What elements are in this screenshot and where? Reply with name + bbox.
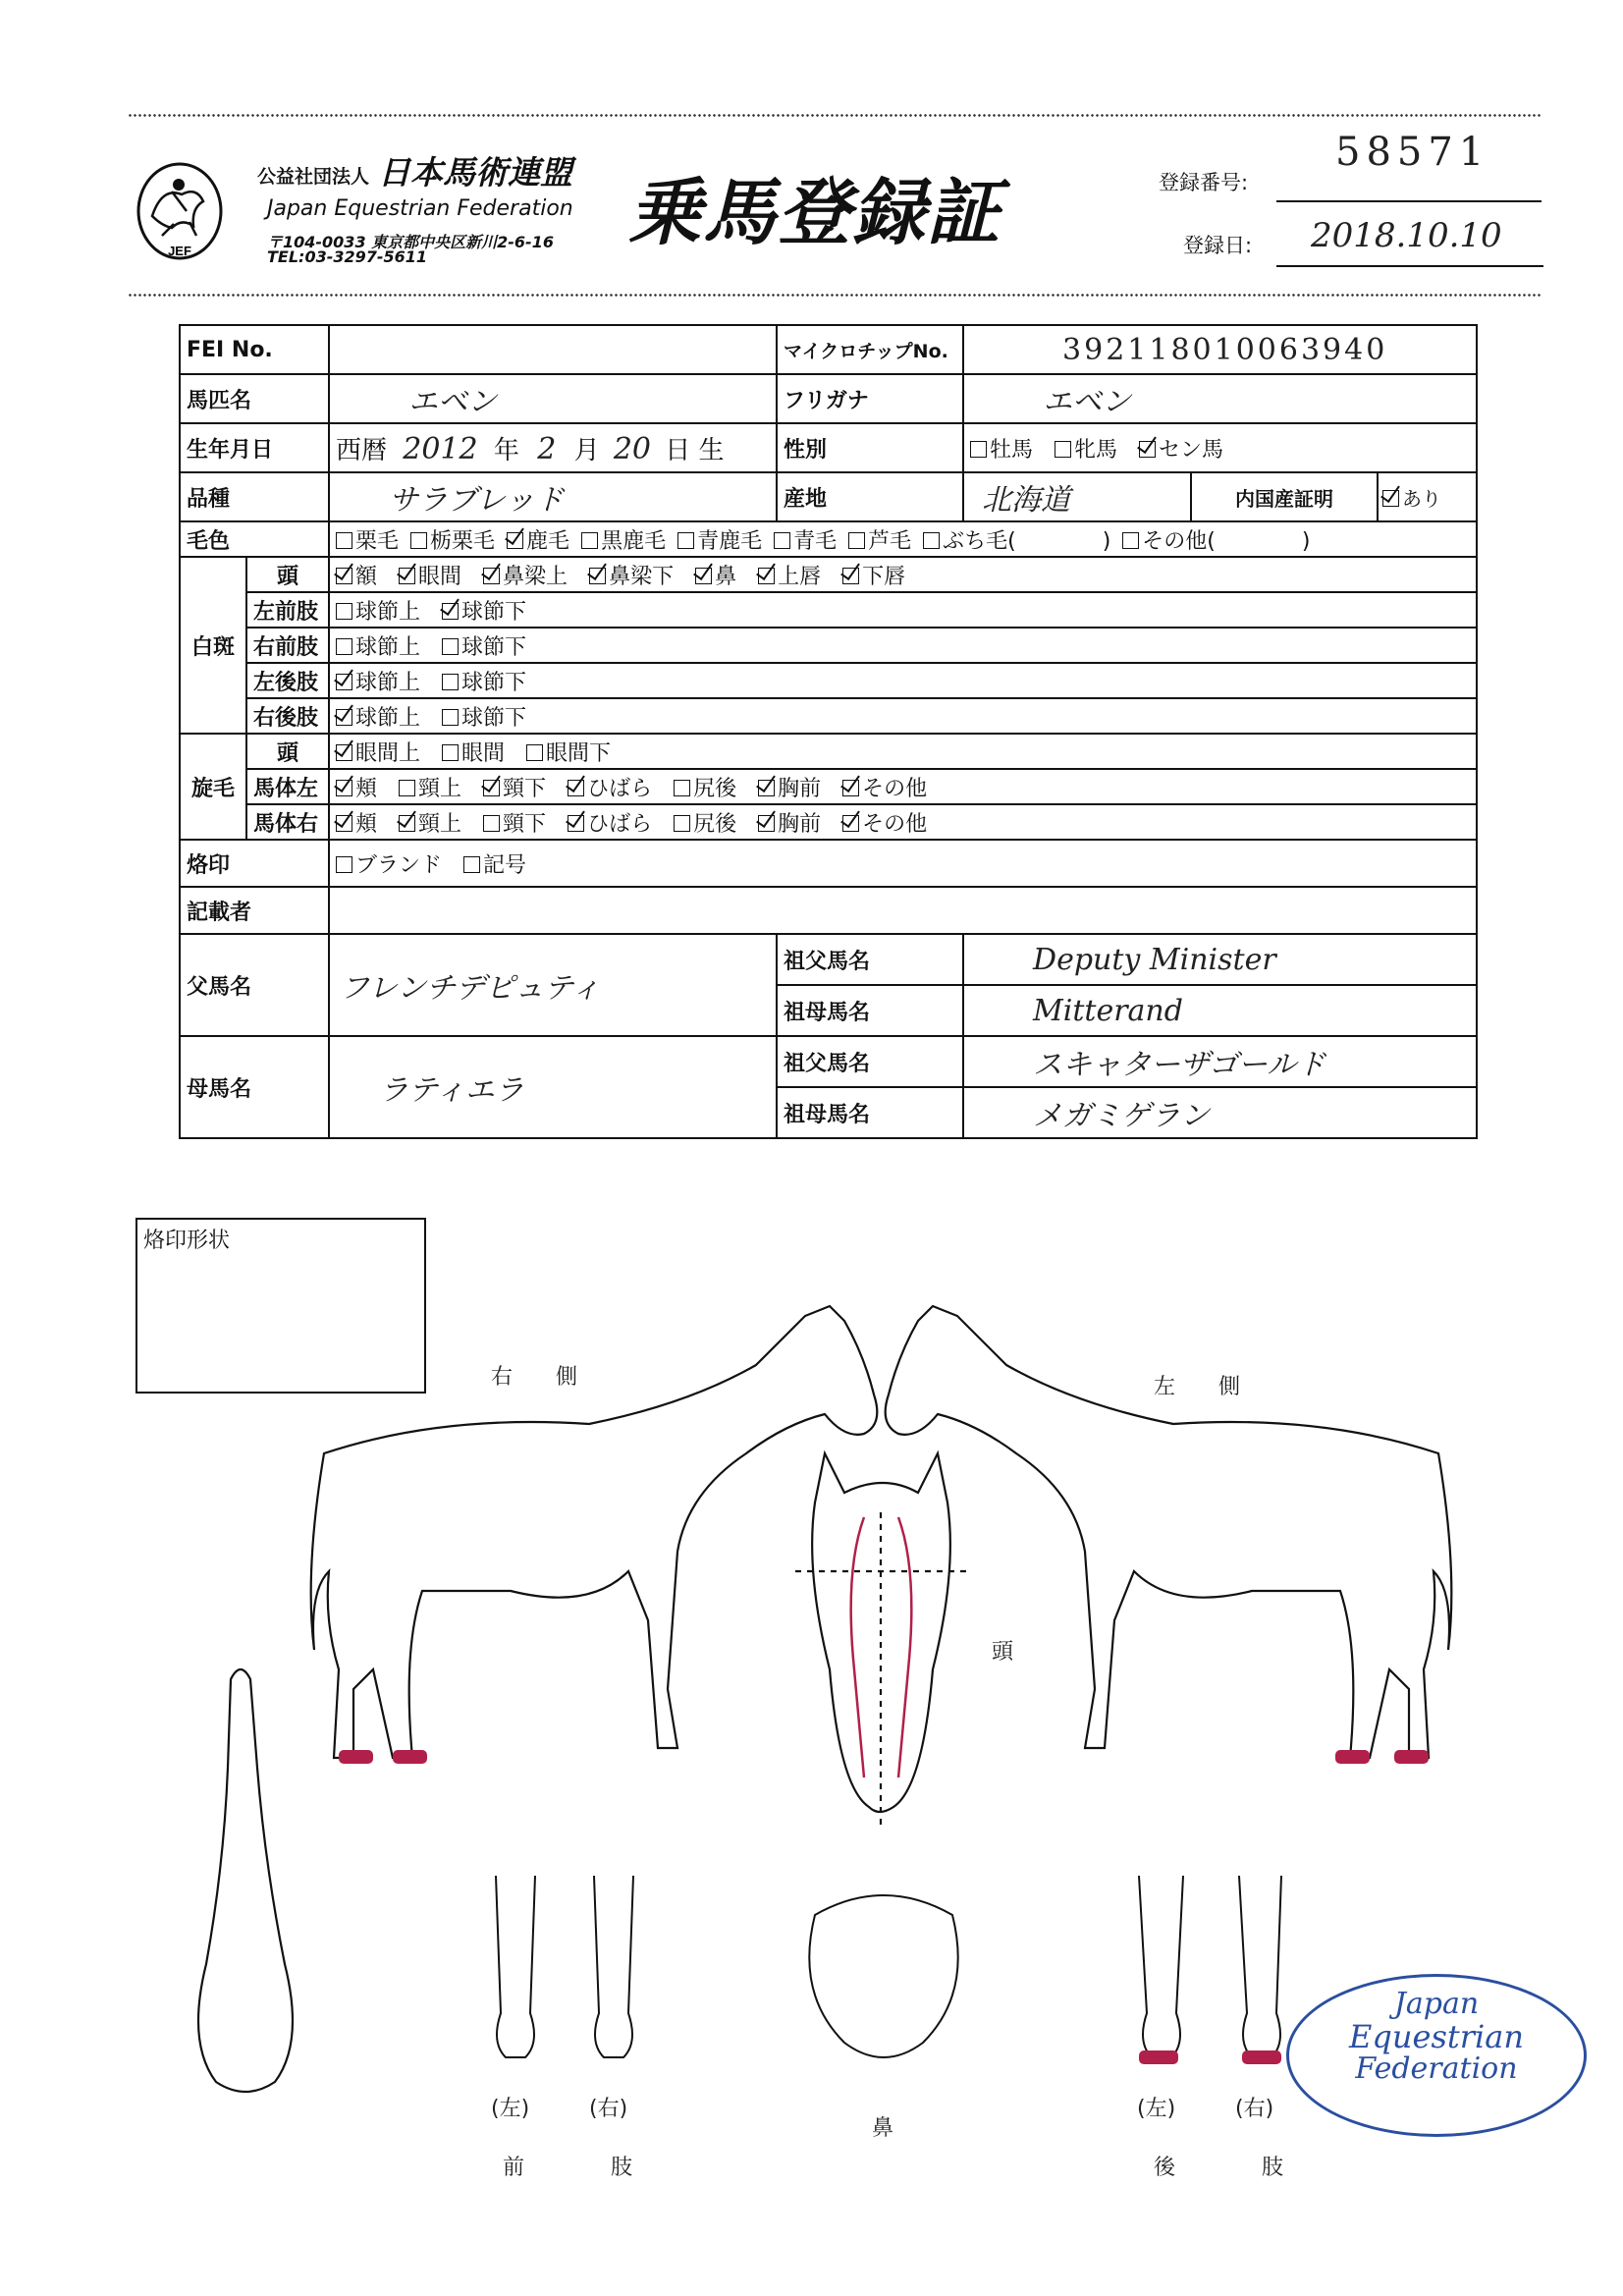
horse-name-label: 馬匹名 <box>180 374 329 423</box>
checkbox-option[interactable] <box>842 560 905 590</box>
checkbox[interactable] <box>442 744 459 761</box>
org-address: 〒104-0033 東京都中央区新川2-6-16 <box>267 233 554 251</box>
checkbox-label: 栗毛 <box>355 528 400 554</box>
checkbox-label: 記号 <box>483 852 527 878</box>
hind-legs-drawing <box>1139 1876 1281 2057</box>
checkbox-label: 額 <box>355 564 378 589</box>
birth-year: 2012 <box>403 431 478 466</box>
checkbox[interactable] <box>842 568 859 584</box>
org-name-en: Japan Equestrian Federation <box>267 196 573 221</box>
checkbox-label: 栃栗毛 <box>430 528 496 554</box>
whorl-body-left-options <box>329 769 1477 804</box>
white-left-hind-options <box>329 663 1477 698</box>
right-side-caption: 右 側 <box>491 1365 578 1390</box>
checkbox[interactable] <box>970 441 987 458</box>
fei-value <box>329 325 777 374</box>
checkbox[interactable] <box>695 568 712 584</box>
checkbox[interactable] <box>526 744 543 761</box>
sire-granddam-label: 祖母馬名 <box>777 985 963 1036</box>
white-head-options <box>329 557 1477 592</box>
checkbox-label: 尻後 <box>693 811 737 837</box>
hoof-markings <box>339 1750 1429 2064</box>
brand-options <box>329 840 1477 887</box>
svg-text:JEF: JEF <box>168 244 191 258</box>
checkbox-label: 眼間下 <box>546 740 612 766</box>
checkbox[interactable] <box>674 780 690 796</box>
checkbox-label: ひばら <box>587 776 653 801</box>
org-name: 日本馬術連盟 <box>378 153 572 191</box>
checkbox-label: 眼間 <box>461 740 506 766</box>
checkbox-label: 上唇 <box>778 564 822 589</box>
checkbox-option[interactable] <box>336 666 420 696</box>
checkbox[interactable] <box>774 532 790 549</box>
birth-day-unit: 日 生 <box>665 435 725 465</box>
checkbox[interactable] <box>674 815 690 832</box>
checkbox-label: 頸下 <box>503 811 547 837</box>
checkbox-label: 青鹿毛 <box>697 528 763 554</box>
checkbox-option[interactable] <box>442 595 526 626</box>
breed-value: サラブレッド <box>329 472 777 521</box>
checkbox-option[interactable] <box>842 772 927 802</box>
registration-form <box>179 324 1478 1139</box>
front-left-caption: (左) <box>491 2097 530 2121</box>
checkbox-label: 下唇 <box>862 564 906 589</box>
checkbox-label: 鼻梁下 <box>609 564 675 589</box>
checkbox-option[interactable] <box>336 772 377 802</box>
origin-value: 北海道 <box>963 472 1191 521</box>
birth-era: 西暦 <box>336 435 388 465</box>
domestic-value <box>1378 472 1477 521</box>
checkbox[interactable] <box>336 603 352 620</box>
whorl-body-right-options <box>329 804 1477 840</box>
hind-right-caption: (右) <box>1235 2097 1274 2121</box>
checkbox-option[interactable] <box>1055 433 1117 464</box>
writer-label: 記載者 <box>180 887 329 934</box>
whorl-label: 旋毛 <box>180 734 246 840</box>
checkbox[interactable] <box>336 815 352 832</box>
checkbox[interactable] <box>336 532 352 549</box>
white-part-right-fore: 右前肢 <box>246 628 329 663</box>
checkbox-label: 胸前 <box>778 811 822 837</box>
checkbox-option[interactable] <box>483 807 546 838</box>
checkbox-option[interactable] <box>442 737 505 767</box>
stamp-line-1: Japan <box>1393 1987 1480 2021</box>
domestic-label: 内国産証明 <box>1191 472 1378 521</box>
checkbox[interactable] <box>568 780 584 796</box>
white-right-fore-options <box>329 628 1477 663</box>
white-part-left-fore: 左前肢 <box>246 592 329 628</box>
checkbox[interactable] <box>758 815 775 832</box>
white-left-fore-options <box>329 592 1477 628</box>
whorl-part-body-left: 馬体左 <box>246 769 329 804</box>
sire-granddam-value: Mitterand <box>963 985 1477 1036</box>
checkbox-label: 黒鹿毛 <box>601 528 667 554</box>
checkbox[interactable] <box>568 815 584 832</box>
checkbox-option[interactable] <box>336 524 399 555</box>
checkbox-option[interactable] <box>1139 433 1223 464</box>
checkbox-option[interactable] <box>483 772 546 802</box>
white-part-left-hind: 左後肢 <box>246 663 329 698</box>
checkbox-option[interactable] <box>695 560 736 590</box>
checkbox[interactable] <box>336 780 352 796</box>
reg-date-label: 登録日: <box>1183 234 1253 257</box>
top-dotted-line <box>128 113 1542 119</box>
white-right-hind-options <box>329 698 1477 734</box>
head-front-view <box>795 1453 972 1827</box>
checkbox[interactable] <box>442 674 459 690</box>
furigana-value: エベン <box>963 374 1477 423</box>
checkbox-label: 頸下 <box>503 776 547 801</box>
checkbox[interactable] <box>923 532 940 549</box>
checkbox-label: 頬 <box>355 811 378 837</box>
checkbox-option[interactable] <box>336 701 420 732</box>
checkbox-label: 胸前 <box>778 776 822 801</box>
checkbox-option[interactable] <box>674 807 736 838</box>
checkbox-label: 球節上 <box>355 705 421 731</box>
front-legs-caption: 前 肢 <box>503 2156 633 2180</box>
checkbox[interactable] <box>336 638 352 655</box>
header-dotted-line <box>128 293 1542 299</box>
checkbox-option[interactable] <box>758 560 821 590</box>
fei-label: FEI No. <box>180 325 329 374</box>
checkbox[interactable] <box>507 532 523 549</box>
checkbox[interactable] <box>758 780 775 796</box>
checkbox-option[interactable] <box>336 807 377 838</box>
checkbox-option[interactable] <box>758 772 821 802</box>
checkbox[interactable] <box>581 532 598 549</box>
sex-label: 性別 <box>777 423 963 472</box>
dam-grandsire-value: スキャターザゴールド <box>963 1036 1477 1087</box>
muzzle-drawing <box>809 1895 957 2057</box>
reg-number-underline <box>1276 200 1542 202</box>
checkbox-option[interactable] <box>336 737 420 767</box>
birth-value <box>329 423 777 472</box>
checkbox-option[interactable] <box>1122 524 1310 555</box>
checkbox-label: 牡馬 <box>990 437 1034 463</box>
checkbox-option[interactable] <box>336 848 442 879</box>
checkbox-option[interactable] <box>483 560 568 590</box>
checkbox-option[interactable] <box>568 772 652 802</box>
sire-grandsire-label: 祖父馬名 <box>777 934 963 985</box>
checkbox-option[interactable] <box>677 524 762 555</box>
checkbox-option[interactable] <box>774 524 837 555</box>
brand-shape-label: 烙印形状 <box>143 1229 231 1253</box>
dam-grandsire-label: 祖父馬名 <box>777 1036 963 1087</box>
checkbox-option[interactable] <box>463 848 526 879</box>
checkbox-label: 球節上 <box>355 670 421 695</box>
top-view-horse <box>198 1669 293 2092</box>
checkbox-option[interactable] <box>674 772 736 802</box>
checkbox-option[interactable] <box>442 701 526 732</box>
checkbox-label: ひばら <box>587 811 653 837</box>
dam-label: 母馬名 <box>180 1036 329 1138</box>
checkbox[interactable] <box>589 568 606 584</box>
writer-value <box>329 887 1477 934</box>
checkbox-label: ブランド <box>355 852 443 878</box>
checkbox[interactable] <box>842 815 859 832</box>
checkbox-option[interactable] <box>568 807 652 838</box>
coat-label: 毛色 <box>180 521 329 557</box>
jef-logo <box>133 157 231 265</box>
sire-value: フレンチデピュティ <box>329 934 777 1036</box>
front-legs-drawing <box>496 1876 633 2057</box>
breed-label: 品種 <box>180 472 329 521</box>
reg-number-value: 58571 <box>1335 130 1490 175</box>
checkbox[interactable] <box>1122 532 1139 549</box>
birth-label: 生年月日 <box>180 423 329 472</box>
checkbox[interactable] <box>399 780 415 796</box>
hind-legs-caption: 後 肢 <box>1154 2156 1284 2180</box>
checkbox[interactable] <box>483 568 500 584</box>
birth-month: 2 <box>537 431 557 466</box>
checkbox-label: 芦毛 <box>868 528 912 554</box>
white-part-head: 頭 <box>246 557 329 592</box>
checkbox-label: 鼻 <box>715 564 737 589</box>
checkbox[interactable] <box>677 532 694 549</box>
checkbox-option[interactable] <box>842 807 927 838</box>
checkbox[interactable] <box>483 815 500 832</box>
checkbox-label: 眼間 <box>418 564 462 589</box>
muzzle-caption: 鼻 <box>872 2116 894 2141</box>
checkbox[interactable] <box>336 709 352 726</box>
sire-grandsire-value: Deputy Minister <box>963 934 1477 985</box>
checkbox-label: 眼間上 <box>355 740 421 766</box>
checkbox-option[interactable] <box>970 433 1033 464</box>
right-side-horse <box>311 1306 878 1758</box>
jef-stamp <box>1286 1974 1587 2137</box>
checkbox-label: 球節下 <box>461 705 527 731</box>
checkbox-label: 球節上 <box>355 634 421 660</box>
checkbox[interactable] <box>399 568 415 584</box>
checkbox[interactable] <box>442 638 459 655</box>
checkbox-option[interactable] <box>758 807 821 838</box>
dam-granddam-value: メガミゲラン <box>963 1087 1477 1138</box>
horse-name-value: エベン <box>329 374 777 423</box>
checkbox-option[interactable] <box>526 737 611 767</box>
dam-value: ラティエラ <box>329 1036 777 1138</box>
checkbox-option[interactable] <box>336 560 377 590</box>
checkbox-option[interactable] <box>410 524 495 555</box>
page-title: 乗馬登録証 <box>628 171 1001 255</box>
checkbox[interactable] <box>1055 441 1071 458</box>
checkbox-option[interactable] <box>442 666 526 696</box>
origin-label: 産地 <box>777 472 963 521</box>
checkbox-option[interactable] <box>507 524 569 555</box>
stamp-line-2: Equestrian <box>1349 2018 1524 2055</box>
checkbox-option[interactable] <box>923 524 1110 555</box>
microchip-value: 392118010063940 <box>963 325 1477 374</box>
head-caption: 頭 <box>992 1640 1014 1665</box>
checkbox-label: 頸上 <box>418 811 462 837</box>
checkbox-label: セン馬 <box>1159 437 1224 463</box>
birth-year-unit: 年 <box>493 435 519 465</box>
checkbox-label: 頬 <box>355 776 378 801</box>
checkbox-option[interactable] <box>848 524 911 555</box>
left-side-caption: 左 側 <box>1154 1375 1241 1399</box>
checkbox[interactable] <box>410 532 427 549</box>
org-prefix: 公益社団法人 <box>257 166 370 188</box>
checkbox[interactable] <box>336 856 352 873</box>
checkbox[interactable] <box>483 780 500 796</box>
checkbox-label: 鼻梁上 <box>503 564 568 589</box>
dam-granddam-label: 祖母馬名 <box>777 1087 963 1138</box>
checkbox-option[interactable] <box>336 630 420 661</box>
checkbox-option[interactable] <box>589 560 674 590</box>
checkbox[interactable] <box>1139 441 1156 458</box>
white-markings-label: 白斑 <box>180 557 246 734</box>
checkbox-label: 球節上 <box>355 599 421 625</box>
checkbox-option[interactable] <box>399 560 461 590</box>
reg-date-value: 2018.10.10 <box>1311 216 1502 255</box>
white-part-right-hind: 右後肢 <box>246 698 329 734</box>
checkbox-label: その他 <box>862 776 928 801</box>
checkbox-label: 鹿毛 <box>526 528 570 554</box>
checkbox-label: 球節下 <box>461 634 527 660</box>
checkbox-option[interactable] <box>399 772 461 802</box>
domestic-value-text: あり <box>1402 486 1442 511</box>
whorl-head-options <box>329 734 1477 769</box>
checkbox-option[interactable] <box>399 807 461 838</box>
org-tel: TEL:03-3297-5611 <box>267 247 428 266</box>
birth-day: 20 <box>613 431 652 466</box>
domestic-checkbox[interactable] <box>1382 490 1399 507</box>
checkbox-label: 牝馬 <box>1074 437 1118 463</box>
checkbox-label: その他( ) <box>1142 528 1311 554</box>
reg-number-label: 登録番号: <box>1159 171 1249 194</box>
checkbox-option[interactable] <box>336 595 420 626</box>
checkbox-label: 球節下 <box>461 599 527 625</box>
checkbox[interactable] <box>758 568 775 584</box>
checkbox-option[interactable] <box>442 630 526 661</box>
reg-date-underline <box>1276 265 1543 267</box>
checkbox-label: 青毛 <box>793 528 838 554</box>
microchip-label: マイクロチップNo. <box>777 325 963 374</box>
checkbox[interactable] <box>463 856 480 873</box>
checkbox[interactable] <box>399 815 415 832</box>
checkbox[interactable] <box>842 780 859 796</box>
checkbox-label: その他 <box>862 811 928 837</box>
checkbox[interactable] <box>442 603 459 620</box>
checkbox-label: 球節下 <box>461 670 527 695</box>
checkbox-label: ぶち毛( ) <box>943 528 1111 554</box>
checkbox[interactable] <box>336 744 352 761</box>
checkbox[interactable] <box>442 709 459 726</box>
whorl-part-head: 頭 <box>246 734 329 769</box>
checkbox-label: 頸上 <box>418 776 462 801</box>
sex-options <box>963 423 1477 472</box>
front-right-caption: (右) <box>589 2097 628 2121</box>
checkbox[interactable] <box>848 532 865 549</box>
coat-options <box>329 521 1477 557</box>
hind-left-caption: (左) <box>1137 2097 1176 2121</box>
whorl-part-body-right: 馬体右 <box>246 804 329 840</box>
sire-label: 父馬名 <box>180 934 329 1036</box>
checkbox[interactable] <box>336 568 352 584</box>
checkbox[interactable] <box>336 674 352 690</box>
stamp-line-3: Federation <box>1355 2051 1518 2086</box>
checkbox-label: 尻後 <box>693 776 737 801</box>
brand-label: 烙印 <box>180 840 329 887</box>
birth-month-unit: 月 <box>573 435 600 465</box>
checkbox-option[interactable] <box>581 524 666 555</box>
furigana-label: フリガナ <box>777 374 963 423</box>
